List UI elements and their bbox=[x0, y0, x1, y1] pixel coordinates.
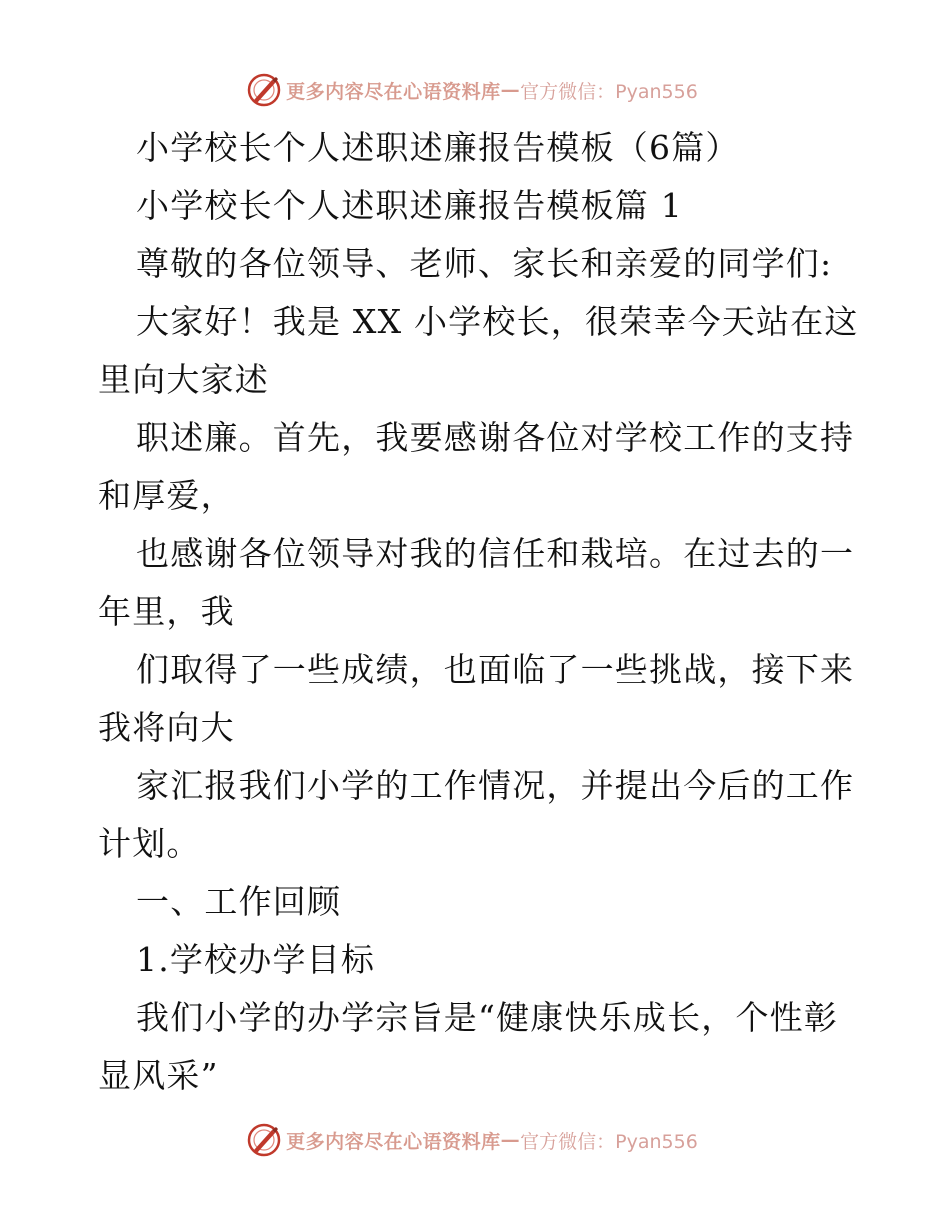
paragraph-line: 和厚爱， bbox=[98, 476, 235, 515]
footer-watermark bbox=[0, 1120, 950, 1160]
watermark-separator: — bbox=[500, 1129, 521, 1151]
paragraph-line: 计划。 bbox=[98, 824, 201, 863]
watermark-wechat-text: 官方微信：Pyan556 bbox=[520, 80, 698, 103]
watermark-brand-text: 更多内容尽在心语资料库 bbox=[286, 80, 501, 103]
pen-seal-icon bbox=[246, 1122, 282, 1158]
paragraph-line: 家汇报我们小学的工作情况，并提出今后的工作 bbox=[136, 766, 855, 805]
paragraph-line: 职述廉。首先，我要感谢各位对学校工作的支持 bbox=[136, 418, 855, 457]
subsection-heading: 一、工作回顾 bbox=[136, 882, 342, 921]
paragraph-line: 显风采” bbox=[98, 1056, 219, 1095]
paragraph-line: 尊敬的各位领导、老师、家长和亲爱的同学们: bbox=[136, 244, 833, 283]
header-watermark bbox=[0, 70, 950, 110]
watermark-wechat-text: 官方微信：Pyan556 bbox=[520, 1130, 698, 1153]
pen-seal-icon bbox=[246, 72, 282, 108]
subsection-heading: 1.学校办学目标 bbox=[136, 940, 376, 979]
paragraph-line: 大家好！我是 XX 小学校长，很荣幸今天站在这 bbox=[136, 302, 859, 341]
paragraph-line: 也感谢各位领导对我的信任和栽培。在过去的一 bbox=[136, 534, 855, 573]
watermark-brand-text: 更多内容尽在心语资料库 bbox=[286, 1130, 501, 1153]
watermark-separator: — bbox=[500, 79, 521, 101]
paragraph-line: 们取得了一些成绩，也面临了一些挑战，接下来 bbox=[136, 650, 855, 689]
section-heading: 小学校长个人述职述廉报告模板篇 1 bbox=[136, 186, 683, 225]
paragraph-line: 我们小学的办学宗旨是“健康快乐成长，个性彰 bbox=[136, 998, 839, 1037]
document-title: 小学校长个人述职述廉报告模板（6篇） bbox=[136, 128, 740, 167]
paragraph-line: 我将向大 bbox=[98, 708, 235, 747]
paragraph-line: 年里，我 bbox=[98, 592, 235, 631]
paragraph-line: 里向大家述 bbox=[98, 360, 269, 399]
